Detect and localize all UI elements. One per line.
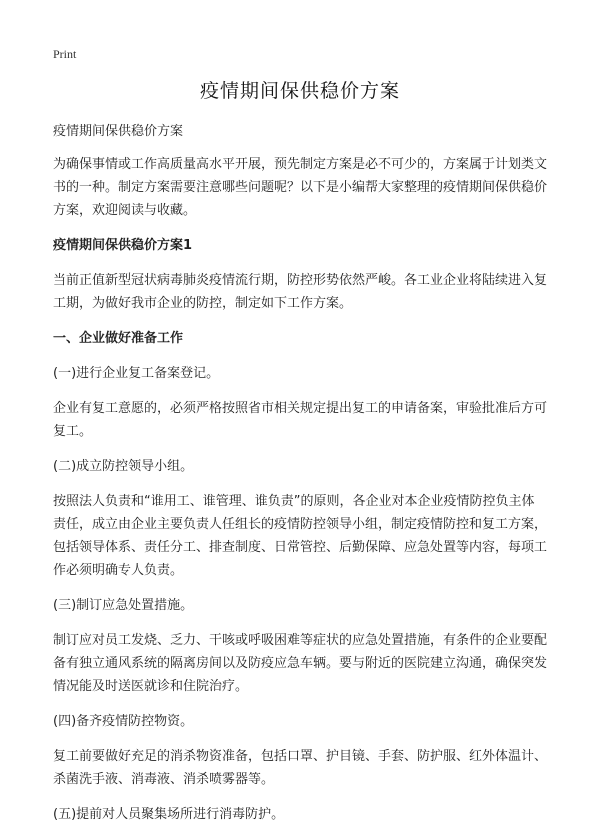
section-intro-paragraph: 当前正值新型冠状病毒肺炎疫情流行期，防控形势依然严峻。各工业企业将陆续进入复工期，为做好我市企业的防控，制定如下工作方案。 (53, 273, 548, 311)
item-body: 企业有复工意愿的，必须严格按照省市相关规定提出复工的申请备案，审验批准后方可复工。 (53, 401, 548, 439)
document-subtitle: 疫情期间保供稳价方案 (53, 124, 184, 139)
part-heading: 一、企业做好准备工作 (53, 331, 184, 346)
section-heading: 疫情期间保供稳价方案1 (53, 238, 193, 253)
item-heading: (三)制订应急处置措施。 (53, 598, 194, 613)
item-heading: (四)备齐疫情防控物资。 (53, 714, 194, 729)
item-heading: (五)提前对人员聚集场所进行消毒防护。 (53, 807, 285, 822)
intro-paragraph: 为确保事情或工作高质量高水平开展，预先制定方案是必不可少的，方案属于计划类文书的一种。制定方案需要注意哪些问题呢？以下是小编帮大家整理的疫情期间保供稳价方案，欢迎阅读与收藏。 (53, 157, 548, 218)
item-body: 复工前要做好充足的消杀物资准备，包括口罩、护目镜、手套、防护服、红外体温计、杀菌洗手液、消毒液、消杀喷雾器等。 (53, 749, 548, 787)
item-body: 制订应对员工发烧、乏力、干咳或呼吸困难等症状的应急处置措施，有条件的企业要配备有独立通风系统的隔离房间以及防疫应急车辆。要与附近的医院建立沟通，确保突发情况能及时送医就诊和住院治疗。 (53, 633, 548, 694)
document-title: 疫情期间保供稳价方案 (199, 80, 400, 102)
item-heading: (二)成立防控领导小组。 (53, 459, 194, 474)
item-heading: (一)进行企业复工备案登记。 (53, 366, 220, 381)
print-label: Print (53, 47, 77, 61)
item-body: 按照法人负责和“谁用工、谁管理、谁负责”的原则，各企业对本企业疫情防控负主体责任，成立由企业主要负责人任组长的疫情防控领导小组，制定疫情防控和复工方案，包括领导体系、责任分工、排查制度、日常管控、后勤保障、应急处置等内容，每项工作必须明确专人负责。 (53, 494, 548, 578)
